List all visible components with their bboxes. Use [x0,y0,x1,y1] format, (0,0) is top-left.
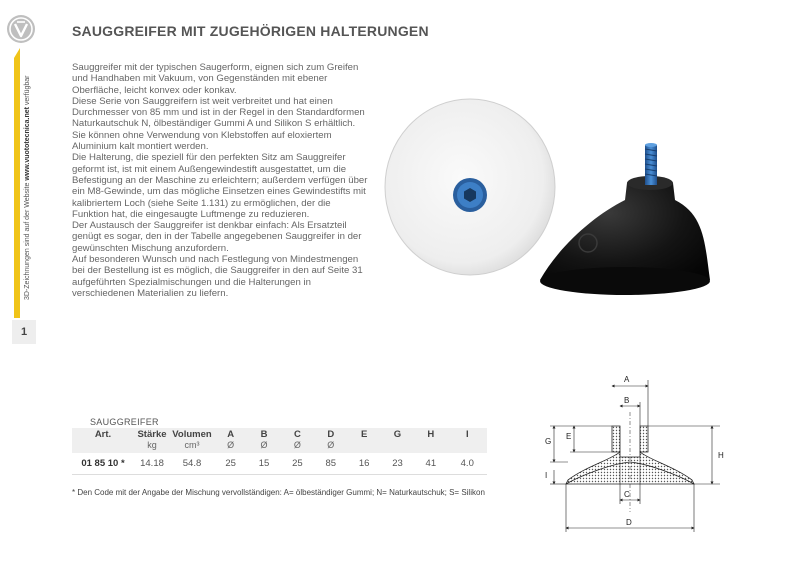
col-header: I [448,428,487,453]
col-header: A Ø [214,428,247,453]
table-row [72,453,487,475]
dim-label-d: D [626,518,632,527]
page-title: SAUGGREIFER MIT ZUGEHÖRIGEN HALTERUNGEN [72,23,429,39]
dim-label-a: A [624,375,630,384]
description-paragraph: Sauggreifer mit der typischen Saugerform, eignen sich zum Greifen und Handhaben mit Vakuum, von Gegenständen mit ebener Oberfläche, leicht konvex oder konkav. [72,62,359,96]
company-logo-icon [6,14,36,44]
dim-label-g: G [545,437,552,446]
section-tab-tip [14,48,20,58]
table-footnote: * Den Code mit der Angabe der Mischung vervollständigen: A= ölbeständiger Gummi; N= Naturkautschuk; S= Silikon [72,488,485,497]
table-cell: 14.18 [134,453,170,475]
dimension-labels [545,375,724,527]
col-header: Stärke kg [134,428,170,453]
dim-label-e: E [566,432,572,441]
technical-drawing [540,372,740,537]
table-cell: 4.0 [448,453,487,475]
suction-cup-top-view [385,99,555,275]
page-number: 1 [12,320,36,344]
table-cell-article: 01 85 10 * [72,453,134,475]
table-cell: 54.8 [170,453,214,475]
product-photo [375,95,710,320]
description-paragraph: Sie können ohne Verwendung von Klebstoffen auf eloxiertem Aluminium kalt montiert werden. [72,129,332,153]
dim-label-h: H [718,451,724,460]
description-paragraph: Der Austausch der Sauggreifer ist denkbar einfach: Als Ersatzteil genügt es sogar, den in der Tabelle angegebenen Sauggreifer in der gewünschten Mischung anzufordern. [72,220,362,254]
description [72,62,368,299]
table-cell: 25 [281,453,314,475]
col-header: D Ø [314,428,347,453]
website-link[interactable]: www.vuototecnica.net [24,107,31,181]
table-cell: 25 [214,453,247,475]
side-margin [0,0,40,569]
section-tab [14,58,20,318]
description-paragraph: Auf besonderen Wunsch und nach Festlegung von Mindestmengen bei der Bestellung ist es möglich, die Sauggreifer in den auf Seite 31 aufgeführten Spezialmischungen und die Halterungen in verschiedenen Materialien zu liefern. [72,254,363,299]
spec-table [72,428,487,475]
col-header: E [347,428,380,453]
col-header: H [414,428,447,453]
drawing-outline [566,412,694,512]
suction-cup-side-view [540,143,710,295]
table-cell: 85 [314,453,347,475]
dimension-lines [550,380,720,532]
description-paragraph: Diese Serie von Sauggreifern ist weit verbreitet und hat einen Durchmesser von 85 mm und ist in der Regel in den Standardformen Naturkautschuk N, ölbeständiger Gummi A und Silikon S erhältlich. [72,95,365,130]
col-header: Volumen cm³ [170,428,214,453]
table-cell: 23 [381,453,414,475]
col-header: Art. [72,428,134,453]
table-header-row [72,428,487,453]
col-header: C Ø [281,428,314,453]
side-note: 3D-Zeichnungen sind auf der Website www.vuototecnica.net verfügbar [24,75,31,300]
description-paragraph: Die Halterung, die speziell für den perfekten Sitz am Sauggreifer geformt ist, ist mit einem Außengewindestift ausgestattet, um die Befestigung an der Maschine zu erleichtern; außerdem verfügen über ein M8-Gewinde, um das mögliche Einsetzen eines Gewindestifts mit kalibriertem Loch (siehe Seite 1.131) zu ermöglichen, der die Funktion hat, die eingesaugte Luftmenge zu reduzieren. [72,152,368,220]
dim-label-c: C [624,490,630,499]
table-cell: 15 [247,453,280,475]
dim-label-i: I [545,471,548,480]
dim-label-b: B [624,396,630,405]
col-header: G [381,428,414,453]
table-cell: 16 [347,453,380,475]
table-caption: SAUGGREIFER [90,417,159,427]
table-cell: 41 [414,453,447,475]
col-header: B Ø [247,428,280,453]
